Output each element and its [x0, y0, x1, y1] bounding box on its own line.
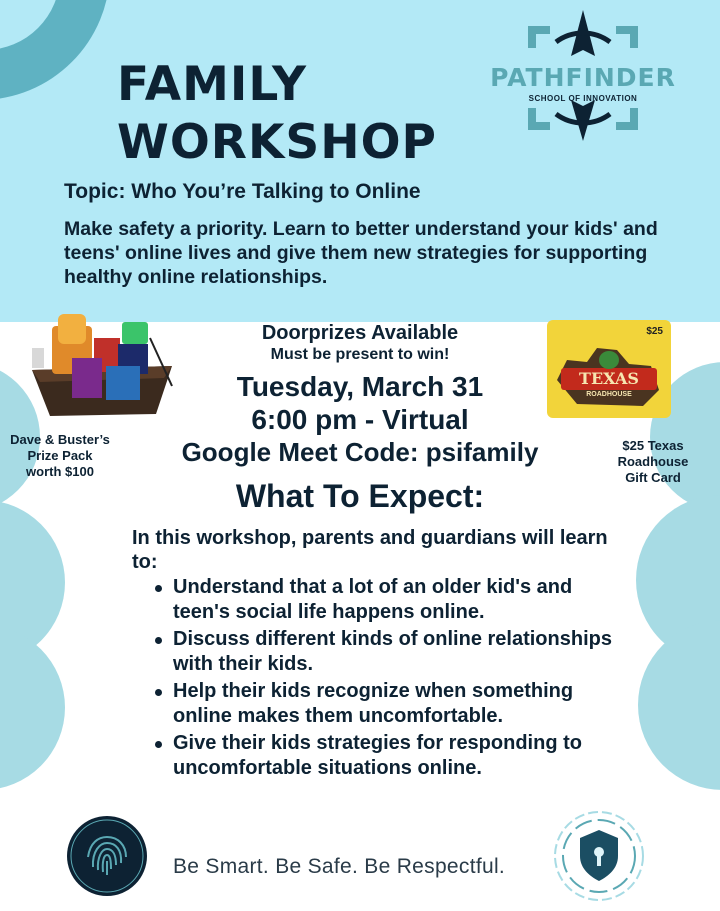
gift-card-caption [598, 438, 708, 486]
prize-pack-caption-line-1: Dave & Buster’s [10, 432, 110, 447]
title-line-1: FAMILY [117, 57, 308, 112]
list-item: Discuss different kinds of online relationships with their kids. [152, 627, 622, 676]
gift-card-caption-line-3: Gift Card [625, 470, 681, 485]
shield-lock-icon [552, 808, 646, 904]
gift-card-caption-line-1: $25 Texas [622, 438, 684, 453]
learning-goals-list [152, 575, 622, 783]
intro-paragraph: Make safety a priority. Learn to better understand your kids' and teens' online lives and give them new strategies for supporting healthy online relationships. [64, 218, 658, 288]
prize-pack-caption [0, 432, 120, 480]
event-time: 6:00 pm - Virtual [251, 404, 469, 435]
gift-card-image [547, 320, 671, 418]
must-be-present-note: Must be present to win! [270, 346, 450, 363]
decor-circle-left-3 [0, 625, 65, 790]
what-to-expect-heading: What To Expect: [235, 478, 485, 514]
gift-card-sub: ROADHOUSE [586, 391, 632, 398]
logo-subtitle: SCHOOL OF INNOVATION [528, 94, 638, 103]
fingerprint-icon [66, 815, 148, 897]
logo-name: PATHFINDER [490, 63, 676, 92]
topic-heading: Topic: Who You’re Talking to Online [64, 180, 421, 203]
doorprizes-heading: Doorprizes Available [261, 322, 459, 344]
prize-pack-caption-line-3: worth $100 [26, 464, 94, 479]
pathfinder-logo [488, 8, 678, 143]
event-date: Tuesday, March 31 [236, 371, 484, 402]
gift-card-brand: TEXAS [579, 369, 639, 388]
learn-intro: In this workshop, parents and guardians will learn to: [132, 527, 608, 573]
prize-pack-image [22, 308, 182, 420]
page-title [117, 56, 437, 172]
list-item: Help their kids recognize when something online makes them uncomfortable. [152, 679, 622, 728]
title-line-2: WORKSHOP [117, 115, 437, 170]
tagline: Be Smart. Be Safe. Be Respectful. [173, 855, 506, 878]
list-item: Give their kids strategies for responding to uncomfortable situations online. [152, 731, 622, 780]
meet-code: Google Meet Code: psifamily [181, 437, 539, 467]
gift-card-value: $25 [646, 326, 663, 337]
gift-card-caption-line-2: Roadhouse [617, 454, 689, 469]
prize-pack-caption-line-2: Prize Pack [27, 448, 93, 463]
decor-circle-right-3 [638, 620, 720, 790]
list-item: Understand that a lot of an older kid's and teen's social life happens online. [152, 575, 622, 624]
